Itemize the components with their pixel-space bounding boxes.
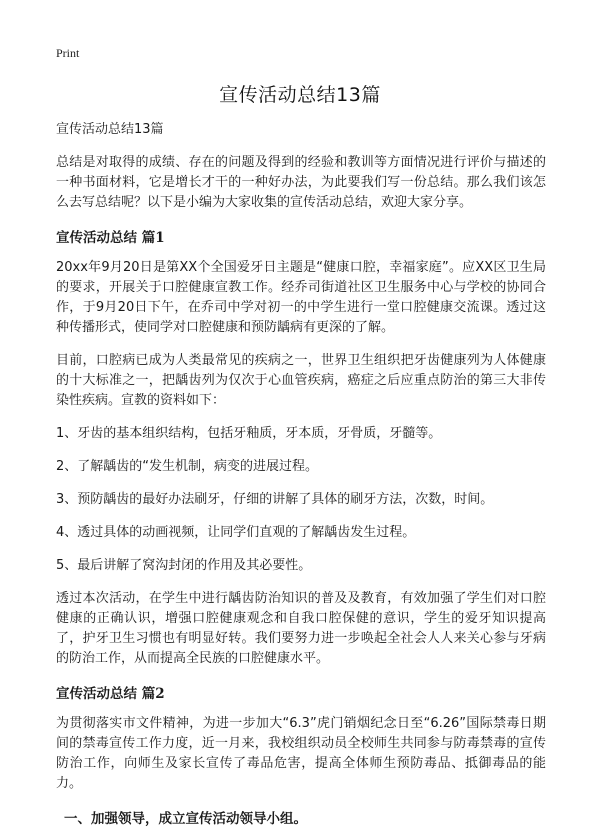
section2-paragraph: 为贯彻落实市文件精神，为进一步加大“6.3”虎门销烟纪念日至“6.26”国际禁毒日期间的禁毒宣传工作力度，近一月来，我校组织动员全校师生共同参与防毒禁毒的宣传防治工作，向师生及家长宣传了毒品危害，提高全体师生预防毒品、抵御毒品的能力。 [56, 716, 546, 791]
list-item: 2、了解龋齿的“发生机制，病变的进展过程。 [56, 459, 319, 474]
document-body [56, 120, 546, 827]
section1-paragraph: 目前，口腔病已成为人类最常见的疾病之一，世界卫生组织把牙齿健康列为人体健康的十大标准之一，把龋齿列为仅次于心血管疾病，癌症之后应重点防治的第三大非传染性疾病。宣教的资料如下： [56, 353, 546, 408]
section1-closing-paragraph: 透过本次活动，在学生中进行龋齿防治知识的普及及教育，有效加强了学生们对口腔健康的正确认识，增强口腔健康观念和自我口腔保健的意识，学生的爱牙知识提高了，护牙卫生习惯也有明显好转。我们要努力进一步唤起全社会人人来关心参与牙病的防治工作，从而提高全民族的口腔健康水平。 [56, 591, 546, 666]
section2-subheading: 一、加强领导，成立宣传活动领导小组。 [64, 811, 307, 827]
list-item: 1、牙齿的基本组织结构，包括牙釉质，牙本质，牙骨质，牙髓等。 [56, 426, 442, 441]
list-item: 5、最后讲解了窝沟封闭的作用及其必要性。 [56, 558, 312, 573]
document-title: 宣传活动总结13篇 [219, 84, 381, 106]
section1-heading: 宣传活动总结 篇1 [56, 230, 165, 246]
section2-heading: 宣传活动总结 篇2 [56, 686, 165, 702]
list-item: 3、预防龋齿的最好办法刷牙，仔细的讲解了具体的刷牙方法，次数，时间。 [56, 492, 494, 507]
section1-paragraph: 20xx年9月20日是第XX个全国爱牙日主题是“健康口腔，幸福家庭”。应XX区卫生局的要求，开展关于口腔健康宣教工作。经乔司街道社区卫生服务中心与学校的协同合作，于9月20日下午，在乔司中学对初一的中学生进行一堂口腔健康交流课。透过这种传播形式，使同学对口腔健康和预防龋病有更深的了解。 [56, 260, 546, 335]
document-subtitle: 宣传活动总结13篇 [56, 122, 164, 137]
list-item: 4、透过具体的动画视频，让同学们直观的了解龋齿发生过程。 [56, 525, 416, 540]
intro-paragraph: 总结是对取得的成绩、存在的问题及得到的经验和教训等方面情况进行评价与描述的一种书面材料，它是增长才干的一种好办法，为此要我们写一份总结。那么我们该怎么去写总结呢？以下是小编为大家收集的宣传活动总结，欢迎大家分享。 [56, 155, 546, 210]
print-link[interactable]: Print [56, 46, 80, 60]
